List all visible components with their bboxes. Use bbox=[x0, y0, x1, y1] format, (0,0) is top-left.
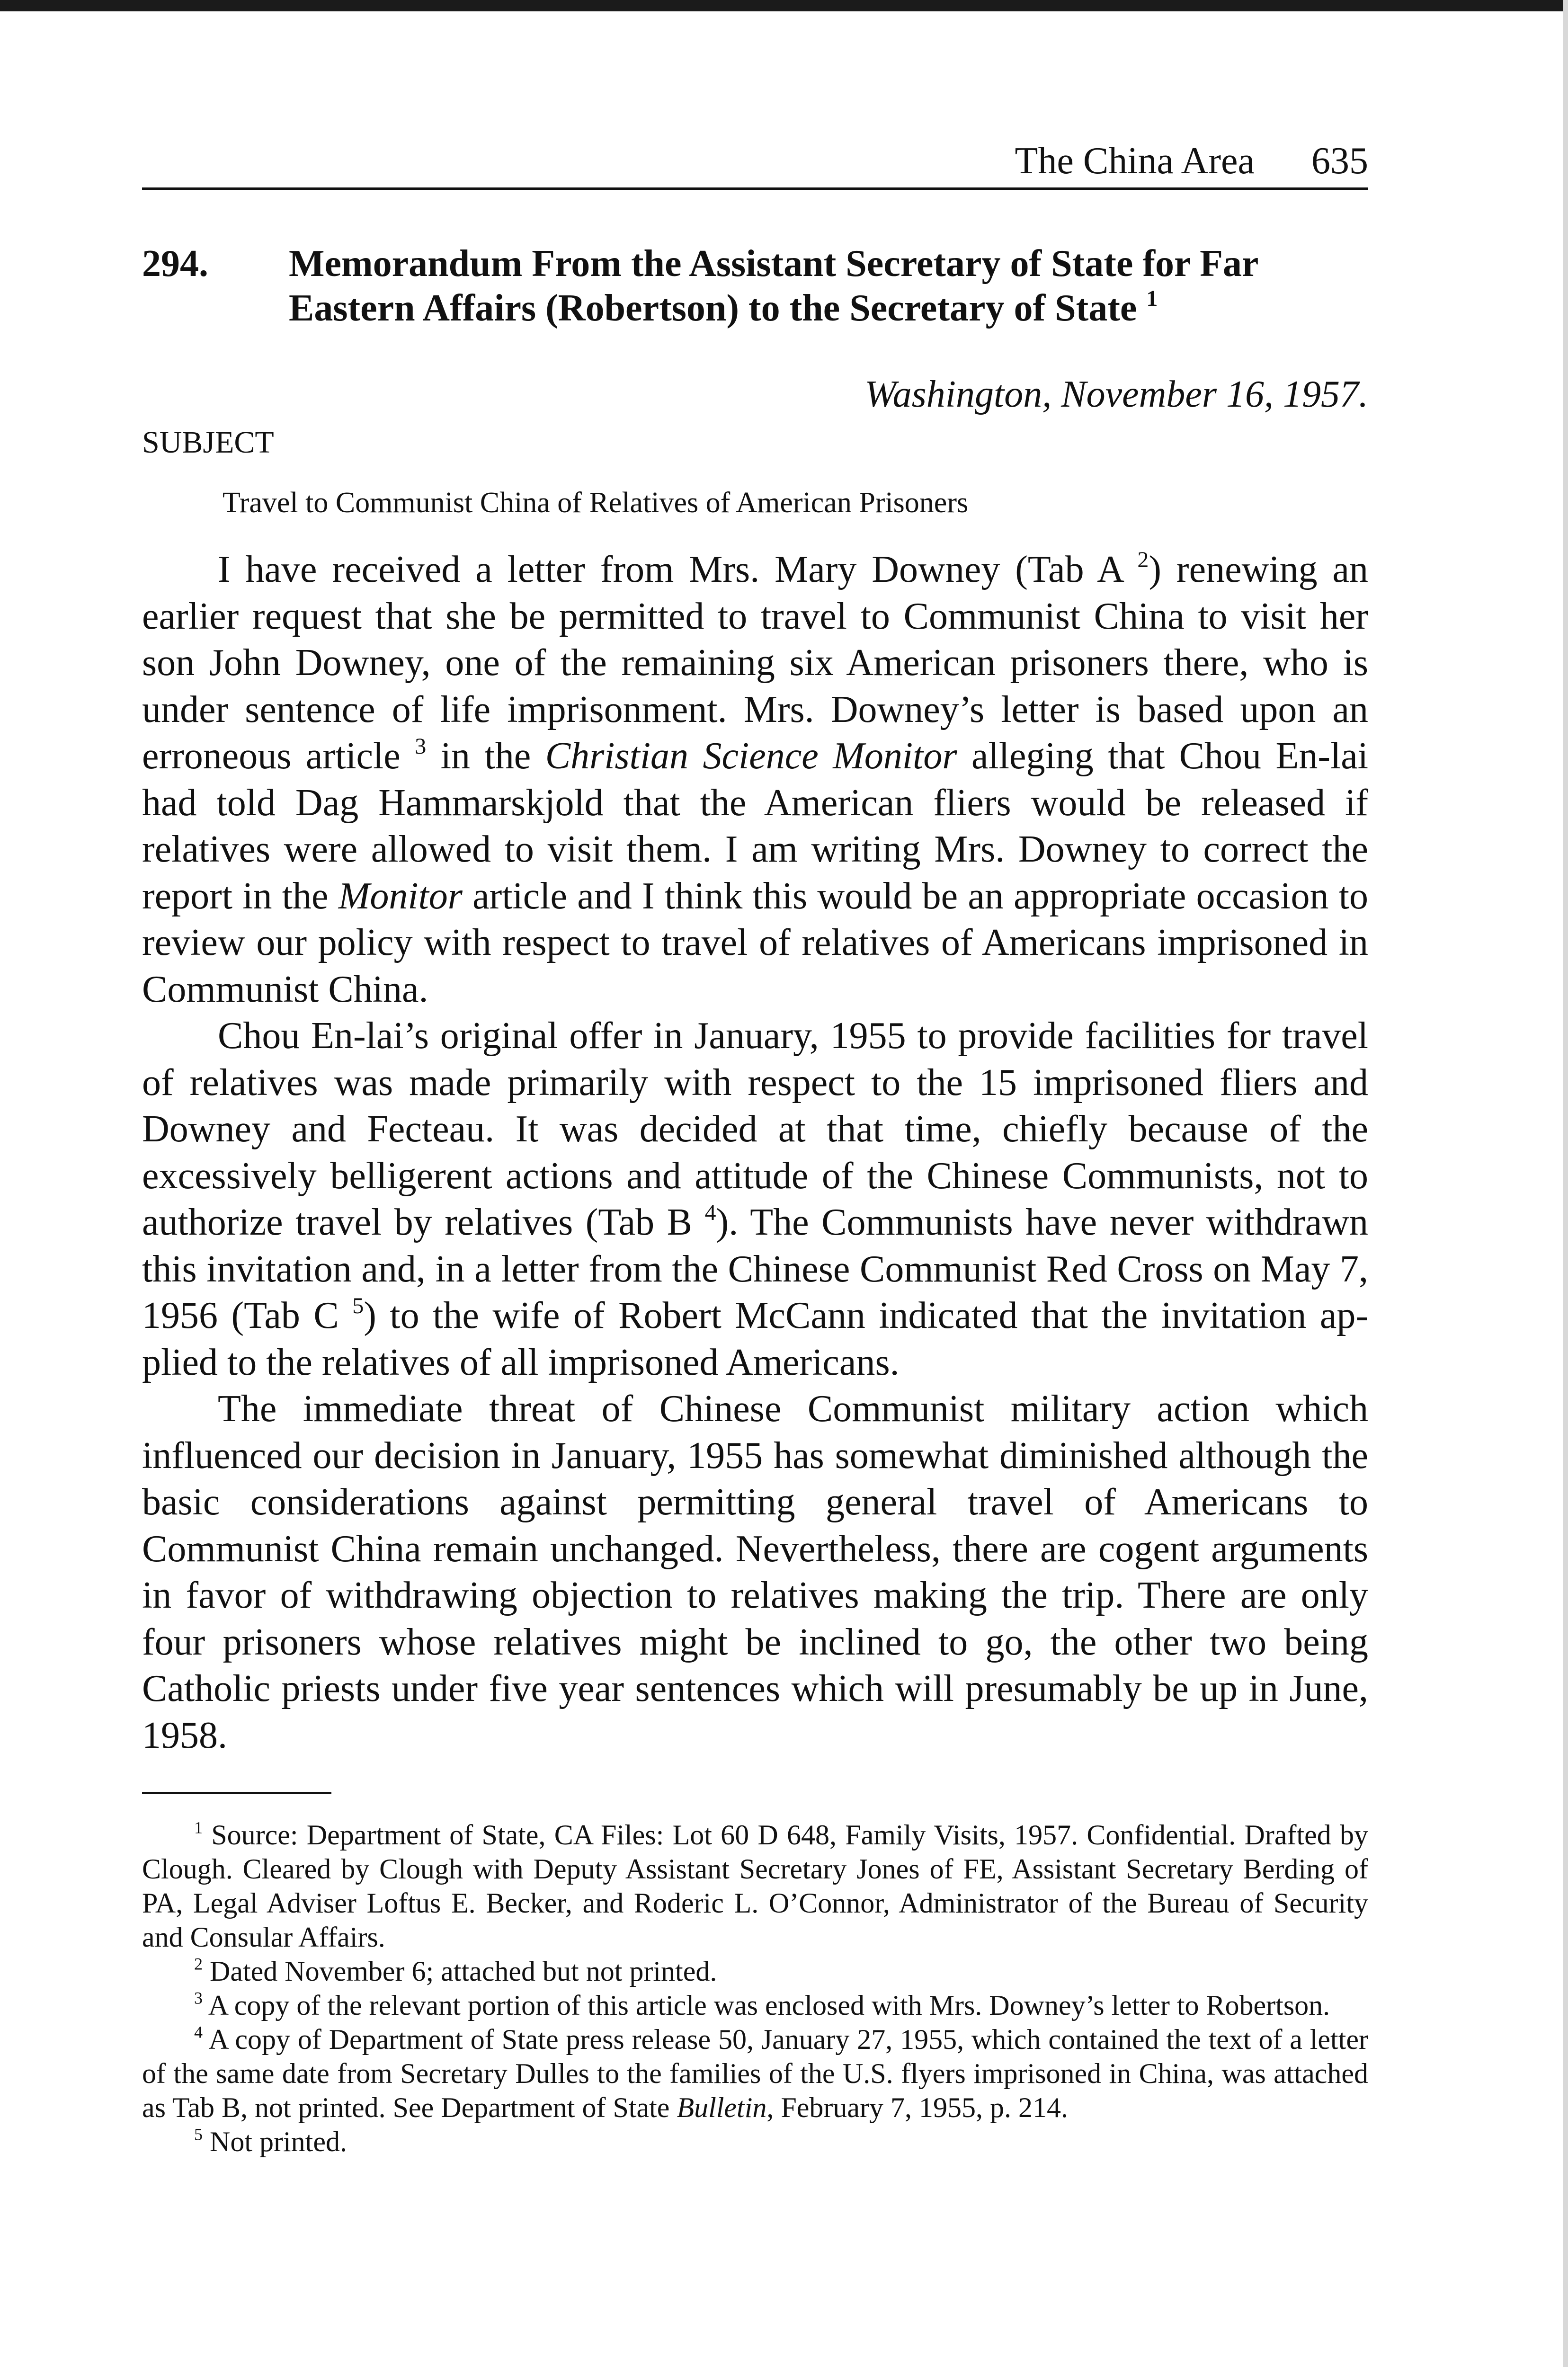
body-paragraph-2 bbox=[142, 1013, 1368, 1386]
p1-text-e: article and I think this would be an appropriate occasion to review our policy with respect to travel of relatives of Americans imprisoned in Communist China. bbox=[142, 875, 1368, 1010]
footnote-2-text: Dated November 6; attached but not printed. bbox=[210, 1956, 717, 1987]
footnote-ref-5: 5 bbox=[352, 1293, 364, 1318]
footnote-rule bbox=[142, 1792, 331, 1794]
p1-text-c: in the bbox=[426, 735, 545, 777]
running-head bbox=[142, 142, 1368, 190]
footnote-3 bbox=[142, 1988, 1368, 2022]
page-number: 635 bbox=[1311, 140, 1368, 182]
p2-text-a: Chou En-lai’s original offer in January, 1955 to provide facilities for travel of relatives was made primarily with respect to the 15 imprisoned fliers and Downey and Fecteau. It was decided at that time, chiefly because of the excessively belligerent actions and attitude of the Chinese Communists, not to authorize travel by relatives (Tab B bbox=[142, 1015, 1368, 1244]
p1-text-a: I have received a letter from Mrs. Mary Downey (Tab A bbox=[218, 549, 1138, 591]
body-paragraph-3: The immediate threat of Chinese Communist military action which influenced our decision in January, 1955 has somewhat diminished although the basic considerations against permitting general travel of Americans to Communist China remain unchanged. Nevertheless, there are cogent arguments in favor of withdrawing objection to relatives making the trip. There are only four prisoners whose relatives might be inclined to go, the other two being Catholic priests under five year sentences which will presumably be up in June, 1958. bbox=[142, 1388, 1368, 1756]
body-paragraph-1 bbox=[142, 546, 1368, 1013]
p2-text-b: ). The Communists have never withdrawn this invitation and, in a letter from the Chinese Communist Red Cross on May 7, 1956 (Tab C bbox=[142, 1201, 1369, 1337]
footnote-1-text: Source: Department of State, CA Files: Lot 60 D 648, Family Visits, 1957. Confidential. Drafted by Clough. Cleared by Clough with Deputy Assistant Secretary Jones of FE, Assistant Secretary Berding of PA, Legal Adviser Loftus E. Becker, and Roderic L. O’Connor, Administrator of the Bureau of Security and Consular Affairs. bbox=[142, 1819, 1368, 1953]
footnote-3-text: A copy of the relevant portion of this article was enclosed with Mrs. Downey’s letter to Robertson. bbox=[208, 1990, 1330, 2021]
footnote-ref-3: 3 bbox=[415, 734, 427, 759]
footnote-ref-4: 4 bbox=[704, 1200, 716, 1225]
running-head-section: The China Area bbox=[1015, 140, 1255, 182]
subject-label: SUBJECT bbox=[142, 425, 274, 460]
footnote-5-mark: 5 bbox=[194, 2125, 203, 2144]
footnote-5 bbox=[142, 2125, 1368, 2159]
footnote-ref-2: 2 bbox=[1137, 547, 1149, 572]
document-page bbox=[142, 142, 1368, 2159]
scan-top-edge bbox=[0, 0, 1568, 11]
footnote-2 bbox=[142, 1954, 1368, 1988]
footnote-1-mark: 1 bbox=[194, 1818, 203, 1837]
document-number: 294. bbox=[142, 243, 208, 285]
memo-body bbox=[142, 546, 1368, 1759]
footnote-4-text-b: , February 7, 1955, p. 214. bbox=[766, 2092, 1068, 2124]
document-title-text: Memorandum From the Assistant Secretary of State for Far Eastern Affairs (Robertson) to the Secretary of State bbox=[289, 243, 1258, 329]
footnote-5-text: Not printed. bbox=[210, 2126, 347, 2158]
p1-text-b: ) renewing an earlier request that she be permitted to travel to Communist China to visit her son John Downey, one of the remaining six American prisoners there, who is under sentence of life imprisonment. Mrs. Downey’s letter is based upon an erroneous article bbox=[142, 549, 1368, 777]
footnote-2-mark: 2 bbox=[194, 1954, 203, 1974]
p2-text-c: ) to the wife of Robert McCann indicated that the invitation applied to the relatives of all imprisoned Americans. bbox=[142, 1295, 1368, 1383]
footnotes bbox=[142, 1818, 1368, 2159]
footnote-4 bbox=[142, 2022, 1368, 2125]
p1-text-d: alleging that Chou En-lai had told Dag Hammarskjold that the American fliers would be released if relatives were allowed to visit them. I am writing Mrs. Downey to correct the report in the bbox=[142, 735, 1369, 917]
scan-right-edge bbox=[1563, 0, 1568, 2367]
dateline: Washington, November 16, 1957. bbox=[864, 374, 1368, 416]
title-footnote-ref: 1 bbox=[1146, 285, 1158, 311]
footnote-4-italic-bulletin: Bulletin bbox=[677, 2092, 767, 2124]
document-title bbox=[289, 242, 1368, 330]
subject-text: Travel to Communist China of Relatives of American Prisoners bbox=[223, 487, 969, 519]
footnote-3-mark: 3 bbox=[194, 1988, 203, 2008]
footnote-4-text-a: A copy of Department of State press release 50, January 27, 1955, which contained the text of a letter of the same date from Secretary Dulles to the families of the U.S. flyers imprisoned in China, was attached as Tab B, not printed. See Department of State bbox=[142, 2024, 1368, 2124]
p1-italic-monitor: Monitor bbox=[338, 875, 463, 917]
document-heading bbox=[142, 242, 1368, 330]
footnote-1 bbox=[142, 1818, 1368, 1954]
footnote-4-mark: 4 bbox=[194, 2022, 203, 2042]
p1-italic-christian-science-monitor: Christian Science Monitor bbox=[545, 735, 957, 777]
